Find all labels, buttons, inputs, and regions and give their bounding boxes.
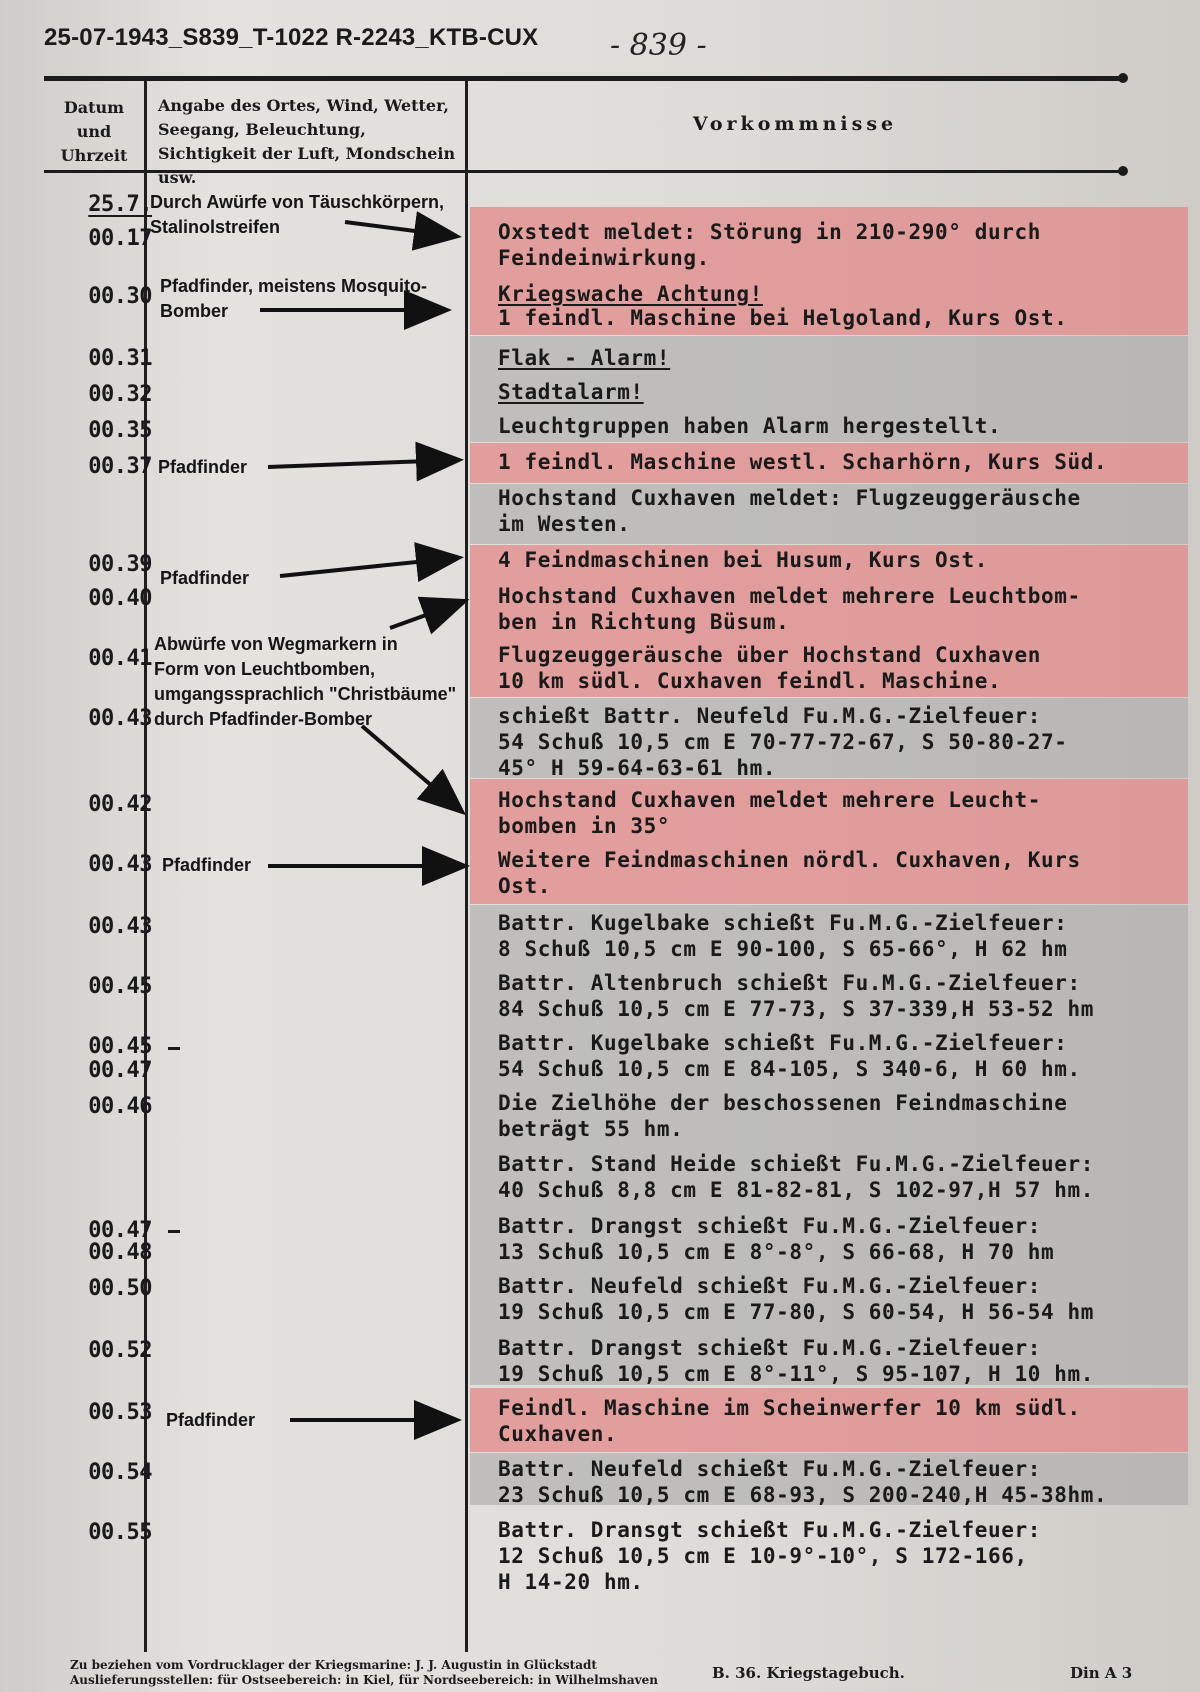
log-entry: Weitere Feindmaschinen nördl. Cuxhaven, Kurs Ost. [498, 848, 1081, 898]
time-label: 00.42 [88, 792, 152, 817]
log-entry: Flugzeuggeräusche über Hochstand Cuxhaven 10 km südl. Cuxhaven feindl. Maschine. [498, 643, 1041, 693]
log-entry: Battr. Altenbruch schießt Fu.M.G.-Zielfeuer: 84 Schuß 10,5 cm E 77-73, S 37-339,H 53-52 hm [498, 971, 1094, 1021]
arrow-icon [345, 222, 454, 236]
log-entry: Kriegswache Achtung! [498, 282, 763, 306]
time-label: 00.53 [88, 1400, 152, 1425]
time-label: 00.37 [88, 454, 152, 479]
time-label: 00.43 [88, 914, 152, 939]
log-entry: 1 feindl. Maschine westl. Scharhörn, Kurs Süd. [498, 450, 1108, 474]
arrow-icon [280, 558, 456, 576]
date-label: 25.7. [88, 192, 152, 217]
annotation-note: Pfadfinder [160, 568, 250, 588]
time-label: 00.17 [88, 226, 152, 251]
time-label: 00.47 [88, 1218, 152, 1243]
log-entry: Battr. Kugelbake schießt Fu.M.G.-Zielfeuer: 8 Schuß 10,5 cm E 90-100, S 65-66°, H 62 hm [498, 911, 1068, 961]
log-entry: Leuchtgruppen haben Alarm hergestellt. [498, 414, 1002, 438]
time-label: 00.30 [88, 284, 152, 309]
log-entry: Battr. Neufeld schießt Fu.M.G.-Zielfeuer: 19 Schuß 10,5 cm E 77-80, S 60-54, H 56-54 hm [498, 1274, 1094, 1324]
log-entry: 4 Feindmaschinen bei Husum, Kurs Ost. [498, 548, 988, 572]
annotation-note: Pfadfinder [158, 457, 248, 477]
log-entry: Hochstand Cuxhaven meldet mehrere Leuchtbom- ben in Richtung Büsum. [498, 584, 1081, 634]
column-header-angabe: Angabe des Ortes, Wind, Wetter, Seegang, Beleuchtung, Sichtigkeit der Luft, Mondschein usw. [158, 96, 456, 187]
page-number: - 839 - [610, 28, 707, 63]
log-entry: Battr. Kugelbake schießt Fu.M.G.-Zielfeuer: 54 Schuß 10,5 cm E 84-105, S 340-6, H 60 hm. [498, 1031, 1081, 1081]
annotation-note: Durch Awürfe von Täuschkörpern, Stalinolstreifen [150, 192, 445, 237]
log-entry: Hochstand Cuxhaven meldet mehrere Leucht- bomben in 35° [498, 788, 1041, 838]
time-label: 00.43 [88, 852, 152, 877]
time-label: 00.50 [88, 1276, 152, 1301]
time-label: 00.41 [88, 646, 152, 671]
log-entry: Feindl. Maschine im Scheinwerfer 10 km südl. Cuxhaven. [498, 1396, 1081, 1446]
time-label: 00.54 [88, 1460, 152, 1485]
annotation-note: Pfadfinder, meistens Mosquito- Bomber [160, 276, 428, 321]
arrow-icon [362, 726, 460, 810]
annotation-note: Pfadfinder [166, 1410, 256, 1430]
time-label: 00.35 [88, 418, 152, 443]
annotation-note: Pfadfinder [162, 855, 252, 875]
footer-form-id: B. 36. Kriegstagebuch. [712, 1664, 905, 1682]
time-label: 00.45 [88, 1034, 152, 1059]
log-entry: Battr. Dransgt schießt Fu.M.G.-Zielfeuer: 12 Schuß 10,5 cm E 10-9°-10°, S 172-166, H 14-20 hm. [498, 1518, 1041, 1594]
time-label: 00.39 [88, 552, 152, 577]
log-entry: Flak - Alarm! [498, 346, 671, 370]
time-label: 00.31 [88, 346, 152, 371]
time-label: 00.52 [88, 1338, 152, 1363]
time-label: 00.43 [88, 706, 152, 731]
footer-din: Din A 3 [1070, 1664, 1133, 1682]
log-entry: Battr. Drangst schießt Fu.M.G.-Zielfeuer: 13 Schuß 10,5 cm E 8°-8°, S 66-68, H 70 hm [498, 1214, 1055, 1264]
time-label: 00.47 [88, 1058, 152, 1083]
time-label: 00.46 [88, 1094, 152, 1119]
column-header-datum: Datum und Uhrzeit [60, 98, 128, 165]
time-label: 00.55 [88, 1520, 152, 1545]
log-entry: Hochstand Cuxhaven meldet: Flugzeuggeräusche im Westen. [498, 486, 1081, 536]
log-entry: Die Zielhöhe der beschossenen Feindmaschine beträgt 55 hm. [498, 1091, 1068, 1141]
log-entry: Battr. Drangst schießt Fu.M.G.-Zielfeuer: 19 Schuß 10,5 cm E 8°-11°, S 95-107, H 10 hm. [498, 1336, 1094, 1386]
time-label: 00.40 [88, 586, 152, 611]
time-label: 00.48 [88, 1240, 152, 1265]
annotation-note: Abwürfe von Wegmarkern in Form von Leuchtbomben, umgangssprachlich "Christbäume" durch Pfadfinder-Bomber [154, 634, 457, 729]
log-entry: Oxstedt meldet: Störung in 210-290° durch Feindeinwirkung. [498, 220, 1041, 270]
time-label: 00.45 [88, 974, 152, 999]
column-header-vorkommnisse: Vorkommnisse [692, 113, 898, 135]
log-entry: Battr. Neufeld schießt Fu.M.G.-Zielfeuer: 23 Schuß 10,5 cm E 68-93, S 200-240,H 45-38hm. [498, 1457, 1108, 1507]
time-label: 00.32 [88, 382, 152, 407]
footer-printer-note: Zu beziehen vom Vordrucklager der Kriegsmarine: J. J. Augustin in Glückstadt Auslieferungsstellen: für Ostseebereich: in Kiel, für Nordseebereich: in Wilhelmshaven [70, 1658, 658, 1687]
log-entry: Stadtalarm! [498, 380, 644, 404]
document-reference: 25-07-1943_S839_T-1022 R-2243_KTB-CUX [44, 24, 539, 51]
arrow-icon [268, 460, 456, 467]
log-entry: Battr. Stand Heide schießt Fu.M.G.-Zielfeuer: 40 Schuß 8,8 cm E 81-82-81, S 102-97,H 57 hm. [498, 1152, 1094, 1202]
log-entry: schießt Battr. Neufeld Fu.M.G.-Zielfeuer: 54 Schuß 10,5 cm E 70-77-72-67, S 50-80-27- 45° H 59-64-63-61 hm. [498, 704, 1068, 780]
log-entry: 1 feindl. Maschine bei Helgoland, Kurs Ost. [498, 306, 1068, 330]
arrow-icon [390, 602, 462, 628]
